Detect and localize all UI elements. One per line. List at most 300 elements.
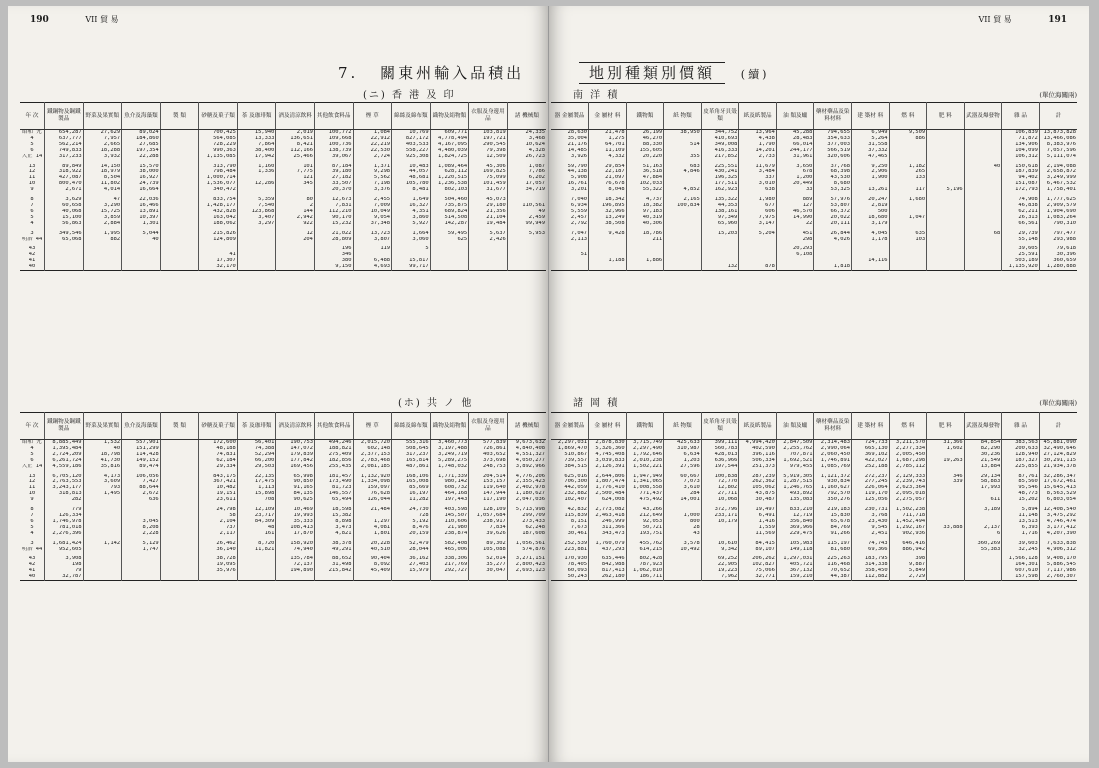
- year-column-header: 年 次: [20, 413, 45, 440]
- table-cell: 317,237: [392, 452, 431, 458]
- table-cell: 2,884: [83, 221, 122, 227]
- table-cell: 5,129: [122, 541, 161, 547]
- table-cell: 930,834: [814, 479, 852, 485]
- table-cell: 5,326,360: [589, 446, 627, 452]
- table-cell: 13,333: [237, 136, 276, 142]
- table-cell: 3,249,719: [430, 452, 469, 458]
- year-cell: 昭和 元: [22, 439, 42, 445]
- table-cell: 127: [776, 203, 814, 209]
- table-cell: 3,715,749: [626, 440, 664, 446]
- table-cell: 403,652: [469, 452, 508, 458]
- column-header: 武器及爆發物: [964, 103, 1002, 130]
- table-cell: 611: [964, 497, 1002, 503]
- table-cell: 11,282: [392, 497, 431, 503]
- table-cell: 46,838: [1002, 203, 1040, 209]
- table-cell: 149,152: [122, 458, 161, 464]
- table-cell: 126,044: [353, 497, 392, 503]
- table-cell: 4,994,420: [739, 440, 777, 446]
- table-cell: 15,940: [237, 130, 276, 136]
- table-cell: 2,377,153: [353, 452, 392, 458]
- table-cell: 7,864: [237, 142, 276, 148]
- table-cell: 902,936: [889, 531, 927, 537]
- table-cell: 45,073: [469, 197, 508, 203]
- table-cell: 15,203: [701, 231, 739, 237]
- table-cell: 5,204: [739, 231, 777, 237]
- table-cell: 32,787: [45, 574, 84, 580]
- table-cell: 1,869,470: [557, 445, 588, 451]
- table-cell: 1,334,098: [353, 479, 392, 485]
- table-cell: 3,932: [83, 154, 122, 160]
- table-cell: 7,040: [570, 197, 588, 203]
- table-cell: 380: [314, 258, 353, 264]
- table-cell: 252,188: [852, 464, 890, 470]
- table-cell: 367,421: [199, 479, 238, 485]
- table-cell: 50,243: [567, 574, 588, 580]
- table-cell: 1,180,627: [507, 491, 546, 497]
- table-cell: 68: [964, 231, 1002, 237]
- table-cell: 29,854: [589, 164, 627, 170]
- table-cell: 1,681,424: [45, 541, 84, 547]
- table-cell: 18,979: [83, 169, 122, 175]
- table-cell: 60,658: [45, 203, 84, 209]
- table-cell: 493,892: [776, 491, 814, 497]
- table-cell: 624,008: [589, 497, 627, 503]
- section-label: 諸 岡 積: [573, 398, 620, 409]
- table-cell: 1,121,372: [814, 474, 852, 480]
- table-cell: 35,333: [276, 519, 315, 525]
- table-cell: 177,842: [276, 458, 315, 464]
- table-cell: 10,049: [353, 209, 392, 215]
- table-cell: 625: [430, 237, 469, 243]
- table-cell: 12,408,540: [1039, 507, 1077, 513]
- table-cell: 354,633: [814, 136, 852, 142]
- table-cell: 7,673: [570, 524, 588, 530]
- column-header: 鐵物類: [626, 413, 664, 440]
- table-cell: 3,484: [739, 169, 777, 175]
- table-cell: 3,010: [739, 181, 777, 187]
- table-cell: 428,013: [701, 452, 739, 458]
- table-cell: 26,313: [1002, 215, 1040, 221]
- table-cell: 6,202: [507, 175, 546, 181]
- table-cell: 1,287,515: [776, 479, 814, 485]
- table-cell: 114,428: [122, 452, 161, 458]
- column-header: 紙及紙製品: [739, 413, 777, 440]
- table-cell: 802,428: [626, 556, 664, 562]
- table-cell: 115,197: [814, 541, 852, 547]
- table-cell: 84,135: [276, 491, 315, 497]
- table-cell: 136,651: [276, 136, 315, 142]
- year-cell: 41: [28, 568, 36, 574]
- year-cell: 43: [28, 246, 36, 252]
- column-header: 金 屬材 料: [589, 413, 627, 440]
- table-cell: 1,807,474: [589, 479, 627, 485]
- table-cell: [276, 264, 315, 270]
- table-cell: 1,502,238: [889, 507, 927, 513]
- table-cell: 197,443: [430, 497, 469, 503]
- column-header: 肥 料: [927, 413, 965, 440]
- column-header: 建 築材 料: [852, 103, 890, 130]
- table-cell: 4,846: [664, 169, 702, 175]
- year-cell: 12: [28, 479, 36, 485]
- table-cell: 1,336: [237, 169, 276, 175]
- table-cell: 12,673: [314, 197, 353, 203]
- table-cell: 3,860: [392, 215, 431, 221]
- table-cell: [430, 264, 469, 270]
- table-cell: 367,132: [776, 568, 814, 574]
- page-number: 191: [1048, 15, 1067, 25]
- table-cell: 246,999: [589, 519, 627, 525]
- table-cell: 17,307: [199, 258, 238, 264]
- table-cell: 182,856: [314, 458, 353, 464]
- table-cell: 17,942: [237, 154, 276, 160]
- table-cell: 646,416: [889, 541, 927, 547]
- table-cell: 403,598: [430, 507, 469, 513]
- table-cell: 708: [237, 497, 276, 503]
- table-cell: 1,536,077: [199, 181, 238, 187]
- table-cell: 38,950: [664, 130, 702, 136]
- table-cell: 608,732: [430, 485, 469, 491]
- table-cell: 155,605: [626, 148, 664, 154]
- table-cell: 1,297,031: [776, 556, 814, 562]
- table-cell: 206,262: [739, 556, 777, 562]
- table-cell: 29,134: [964, 474, 1002, 480]
- table-cell: 30,047: [469, 568, 508, 574]
- table-cell: 3,473: [314, 525, 353, 531]
- table-cell: 74,743: [852, 541, 890, 547]
- table-cell: 508,645: [392, 446, 431, 452]
- column-header: 砂糖及菓子類: [199, 413, 238, 440]
- table-cell: 20,449: [776, 181, 814, 187]
- table-cell: 126,334: [45, 513, 84, 519]
- table-cell: 173,490: [314, 479, 353, 485]
- table-cell: 384,515: [564, 463, 588, 469]
- table-cell: 31,961: [776, 154, 814, 160]
- table-cell: 18,382: [626, 203, 664, 209]
- year-cell: 昭和 元: [22, 129, 42, 135]
- table-cell: 1,220,515: [430, 175, 469, 181]
- table-cell: 625,016: [564, 473, 588, 479]
- table-cell: 172,600: [199, 440, 238, 446]
- table-cell: 562,214: [45, 142, 84, 148]
- table-cell: 4,840,408: [507, 446, 546, 452]
- table-cell: 1,649: [392, 197, 431, 203]
- table-cell: 43: [664, 531, 702, 537]
- table-cell: 47,884: [626, 175, 664, 181]
- table-cell: 793: [83, 485, 122, 491]
- table-cell: 2,005,450: [889, 452, 927, 458]
- table-cell: 349,546: [45, 231, 84, 237]
- table-cell: 36,518: [626, 169, 664, 175]
- table-cell: 177,511: [701, 181, 739, 187]
- table-cell: 3,468: [507, 136, 546, 142]
- table-cell: 383,563: [1002, 440, 1040, 446]
- title-suffix: (續): [740, 68, 770, 81]
- year-cell: 5: [30, 524, 34, 530]
- table-cell: 100,772: [314, 130, 353, 136]
- table-cell: 251,373: [739, 464, 777, 470]
- table-cell: 1,188: [589, 258, 627, 264]
- year-cell: 6: [30, 457, 34, 463]
- table-cell: 11,148: [1002, 513, 1040, 519]
- table-cell: 26,462: [199, 541, 238, 547]
- table-cell: 60,667: [664, 474, 702, 480]
- table-cell: 4,852: [664, 187, 702, 193]
- table-cell: 7,009: [353, 203, 392, 209]
- table-cell: 338,306: [430, 556, 469, 562]
- table-cell: 204,514: [469, 474, 508, 480]
- table-cell: 22,187: [589, 169, 627, 175]
- table-cell: 3,197,488: [430, 446, 469, 452]
- table-cell: 1,280,888: [1039, 264, 1077, 270]
- table-cell: 514: [664, 142, 702, 148]
- table-cell: 5,359: [237, 197, 276, 203]
- table-cell: 151,087: [1002, 181, 1040, 187]
- table-cell: 10,068: [701, 497, 739, 503]
- table-cell: 172,793: [1002, 187, 1040, 193]
- table-cell: 112,210: [314, 209, 353, 215]
- table-cell: 2,671: [45, 187, 84, 193]
- table-cell: 665,130: [852, 446, 890, 452]
- column-header: 衣服及身邊用品: [469, 103, 508, 130]
- table-cell: 313,790: [199, 164, 238, 170]
- table-cell: 119,640: [469, 485, 508, 491]
- table-cell: 396,116: [739, 452, 777, 458]
- table-cell: 29,739: [1002, 231, 1040, 237]
- table-cell: 636,966: [701, 458, 739, 464]
- table-cell: 225,263: [814, 556, 852, 562]
- table-cell: 22: [776, 221, 814, 227]
- table-cell: 38,400: [237, 148, 276, 154]
- table-cell: 134,906: [1002, 142, 1040, 148]
- table-cell: 5,192: [392, 519, 431, 525]
- column-header: 油 類及蠟: [776, 103, 814, 130]
- table-cell: 2,792: [570, 220, 588, 226]
- table-cell: 32,771: [739, 574, 777, 580]
- table-cell: 16,197: [392, 491, 431, 497]
- table-cell: 21,980: [430, 525, 469, 531]
- table-cell: [83, 264, 122, 270]
- table-cell: 14,990: [776, 215, 814, 221]
- table-cell: 21,356: [469, 209, 508, 215]
- table-cell: 200,633: [1002, 446, 1040, 452]
- column-header: 建 築材 料: [852, 413, 890, 440]
- table-cell: 15,382: [314, 513, 353, 519]
- table-cell: [589, 264, 627, 270]
- table-cell: 7,633,838: [1039, 541, 1077, 547]
- table-cell: 19,095: [199, 562, 238, 568]
- table-cell: 4,045: [852, 231, 890, 237]
- table-cell: 8,092: [353, 562, 392, 568]
- table-cell: 726,861: [469, 446, 508, 452]
- table-cell: 196,895: [589, 203, 627, 209]
- table-cell: 3,768: [852, 513, 890, 519]
- table-cell: 272,237: [852, 474, 890, 480]
- table-cell: 56,401: [237, 440, 276, 446]
- table-cell: 614,215: [626, 547, 664, 553]
- table-cell: 8,885,449: [45, 440, 84, 446]
- table-cell: 18,342: [589, 197, 627, 203]
- table-cell: 5,713,998: [507, 507, 546, 513]
- table-cell: 33: [776, 187, 814, 193]
- table-cell: 15,725: [83, 209, 122, 215]
- table-cell: 2,623,364: [889, 485, 927, 491]
- table-cell: 360,269: [964, 541, 1002, 547]
- table-cell: 89,474: [122, 464, 161, 470]
- table-cell: 188,821: [314, 446, 353, 452]
- table-cell: 8,563,529: [1039, 491, 1077, 497]
- table-cell: [314, 574, 353, 580]
- table-cell: 3,211,570: [889, 440, 927, 446]
- table-cell: 427,087: [45, 175, 84, 181]
- table-cell: 833,754: [199, 197, 238, 203]
- column-header: 諸 機械類: [507, 103, 546, 130]
- table-cell: 23,717: [237, 513, 276, 519]
- table-cell: 11,802: [83, 181, 122, 187]
- table-cell: 355: [664, 154, 702, 160]
- table-cell: 37,348: [353, 221, 392, 227]
- year-cell: 8: [30, 197, 34, 203]
- table-cell: 802,103: [430, 187, 469, 193]
- table-cell: 1,452,494: [889, 519, 927, 525]
- column-header: 雜 品: [1002, 413, 1040, 440]
- table-cell: 99,949: [507, 221, 546, 227]
- table-cell: 4,551,327: [507, 452, 546, 458]
- table-cell: 204: [276, 237, 315, 243]
- table-cell: 168,106: [392, 474, 431, 480]
- year-cell: 4: [30, 220, 34, 226]
- table-cell: 2,459: [507, 215, 546, 221]
- table-cell: 6,803,054: [1039, 497, 1077, 503]
- table-cell: 602,148: [353, 446, 392, 452]
- table-cell: 215,826: [199, 231, 238, 237]
- table-cell: 8,680: [814, 181, 852, 187]
- table-cell: 2,239,743: [889, 479, 927, 485]
- table-cell: 187,608: [507, 531, 546, 537]
- table-cell: 187,839: [1002, 169, 1040, 175]
- table-cell: 149,118: [776, 547, 814, 553]
- table-cell: 728,229: [199, 142, 238, 148]
- table-cell: 62,184: [199, 458, 238, 464]
- table-cell: 1,132,920: [353, 474, 392, 480]
- table-cell: 14,116: [852, 258, 890, 264]
- table-cell: 190,753: [276, 440, 315, 446]
- table-cell: 223,881: [564, 546, 588, 552]
- column-header: 砂糖及菓子類: [199, 103, 238, 130]
- table-cell: 265: [889, 169, 927, 175]
- table-cell: 69,252: [701, 556, 739, 562]
- table-cell: 1,758,401: [1039, 187, 1077, 193]
- table-cell: 638: [739, 187, 777, 193]
- table-cell: 1,947,949: [626, 474, 664, 480]
- year-cell: 42: [28, 252, 36, 258]
- table-cell: 290,545: [469, 142, 508, 148]
- table-cell: 1,089,464: [430, 164, 469, 170]
- table-cell: 5,559: [570, 208, 588, 214]
- table-cell: 3,407: [237, 215, 276, 221]
- table-cell: 21,549: [964, 458, 1002, 464]
- table-cell: 30,396: [1039, 252, 1077, 258]
- table-cell: 14,201: [739, 148, 777, 154]
- table-cell: 2,355,423: [507, 479, 546, 485]
- table-cell: 31,558: [852, 142, 890, 148]
- table-cell: 3,147: [739, 221, 777, 227]
- table-cell: 15,898: [237, 491, 276, 497]
- table-cell: 399,111: [701, 440, 739, 446]
- table-cell: 2,047,036: [507, 497, 546, 503]
- table-cell: 31,366: [927, 440, 965, 446]
- table-cell: 2,297,031: [557, 439, 588, 445]
- table-cell: 90,170: [314, 215, 353, 221]
- table-cell: 9,298: [353, 169, 392, 175]
- table-cell: 28,809: [314, 237, 353, 243]
- table-cell: 4,207,390: [1039, 531, 1077, 537]
- table-cell: 100,736: [314, 142, 353, 148]
- table-cell: 170,930: [564, 556, 588, 562]
- year-cell: 5: [30, 214, 34, 220]
- table-cell: 4,026: [814, 237, 852, 243]
- table-cell: 345: [276, 181, 315, 187]
- table-cell: 8,383,976: [1039, 142, 1077, 148]
- table-cell: 2,137: [964, 525, 1002, 531]
- table-cell: 30,291,115: [1039, 458, 1077, 464]
- table-cell: 6,108: [776, 252, 814, 258]
- table-cell: 19,223: [701, 568, 739, 574]
- table-cell: 80: [276, 197, 315, 203]
- table-cell: 7,047: [570, 230, 588, 236]
- table-cell: 158,920: [276, 541, 315, 547]
- table-cell: [237, 264, 276, 270]
- table-cell: 1,083,264: [1039, 215, 1077, 221]
- table-cell: 4,559,186: [45, 464, 84, 470]
- table-cell: 101,459: [469, 181, 508, 187]
- year-cell: 13: [28, 473, 36, 479]
- title-number: 7.: [338, 64, 359, 82]
- table-cell: 15,830: [814, 513, 852, 519]
- table-cell: 2,455: [353, 197, 392, 203]
- table-cell: 52,294: [237, 452, 276, 458]
- table-cell: 40: [83, 446, 122, 452]
- table-cell: 24,739: [122, 181, 161, 187]
- table-cell: 117,190: [469, 497, 508, 503]
- table-cell: 5,264: [852, 136, 890, 142]
- table-cell: 4,332: [589, 154, 627, 160]
- table-cell: 16,927: [122, 175, 161, 181]
- table-cell: 3,609: [83, 479, 122, 485]
- table-cell: 106,312: [1002, 154, 1040, 160]
- table-cell: 125,056: [852, 497, 890, 503]
- table-cell: 169,825: [469, 169, 508, 175]
- table-cell: 19,151: [199, 491, 238, 497]
- table-cell: 3,179: [852, 221, 890, 227]
- column-header: 雜 品: [1002, 103, 1040, 130]
- table-cell: 500: [852, 209, 890, 215]
- table-cell: 6,491: [739, 513, 777, 519]
- table-cell: 88,644: [122, 485, 161, 491]
- table-cell: 100,834: [664, 203, 702, 209]
- table-cell: 29,180: [469, 203, 508, 209]
- table-cell: 197,354: [122, 148, 161, 154]
- table-cell: 4,821: [314, 531, 353, 537]
- table-cell: 9,342: [701, 547, 739, 553]
- table-cell: 2,500,484: [589, 491, 627, 497]
- table-cell: 318,813: [45, 491, 84, 497]
- table-cell: 1,297: [353, 519, 392, 525]
- table-cell: 11,679: [739, 164, 777, 170]
- table-cell: 1,056,561: [507, 541, 546, 547]
- table-cell: 183,795: [852, 556, 890, 562]
- table-cell: 215,842: [314, 568, 353, 574]
- table-cell: 1,203: [664, 458, 702, 464]
